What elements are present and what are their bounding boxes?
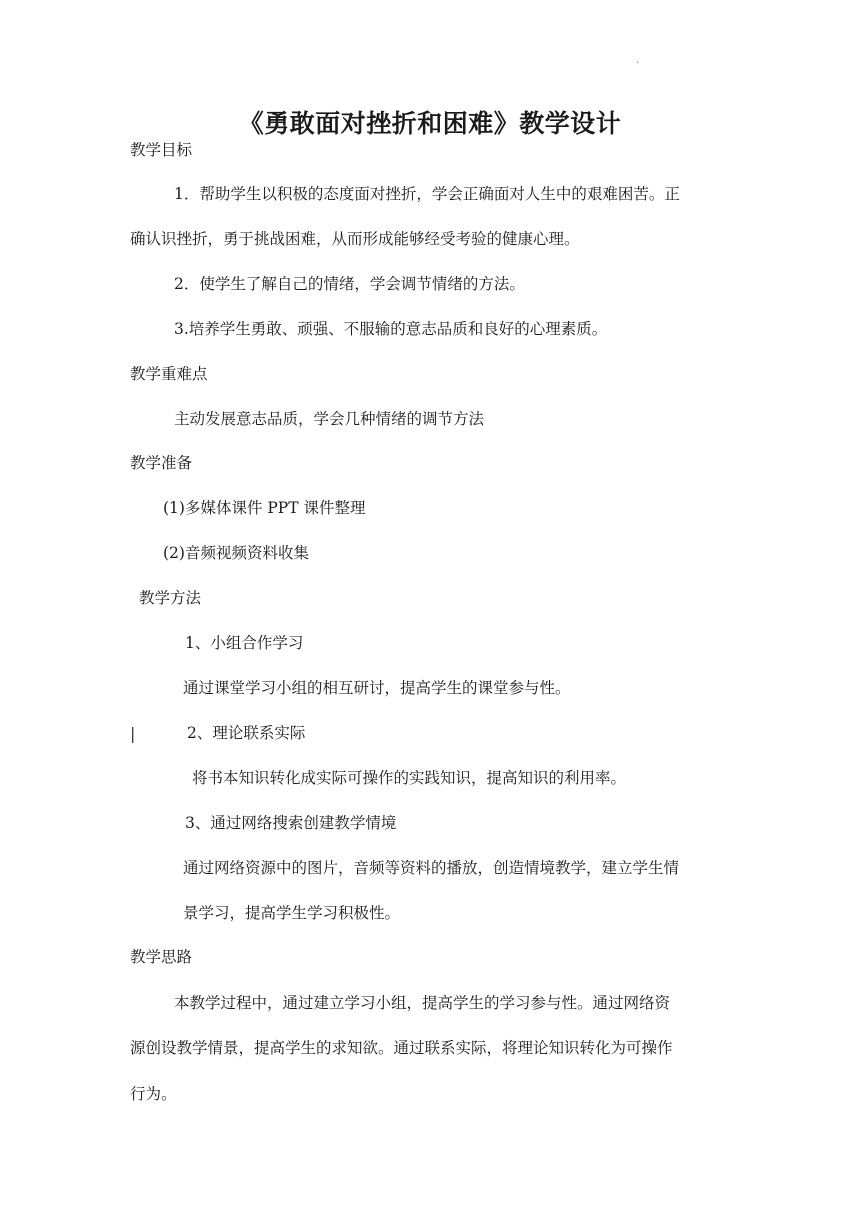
- method-2-title: 2、理论联系实际: [187, 724, 306, 742]
- revision-marker: |: [130, 724, 136, 743]
- document-title: 《勇敢面对挫折和困难》教学设计: [238, 109, 622, 138]
- header-mark: ·: [636, 58, 640, 69]
- method-3-desc-line-1: 通过网络资源中的图片，音频等资料的播放，创造情境教学，建立学生情: [183, 859, 680, 877]
- objective-item-1-line-1: 1．帮助学生以积极的态度面对挫折，学会正确面对人生中的艰难困苦。正: [174, 185, 680, 203]
- section-heading-objectives: 教学目标: [130, 141, 193, 159]
- method-1-desc: 通过课堂学习小组的相互研讨，提高学生的课堂参与性。: [183, 679, 571, 697]
- method-3-desc-line-2: 景学习，提高学生学习积极性。: [183, 904, 401, 922]
- approach-line-3: 行为。: [130, 1085, 177, 1103]
- preparation-item-2: (2)音频视频资料收集: [163, 544, 309, 562]
- method-3-title: 3、通过网络搜索创建教学情境: [185, 814, 397, 832]
- approach-line-2: 源创设教学情景，提高学生的求知欲。通过联系实际，将理论知识转化为可操作: [130, 1039, 673, 1057]
- preparation-item-1: (1)多媒体课件 PPT 课件整理: [163, 499, 366, 517]
- section-heading-key-points: 教学重难点: [130, 365, 208, 383]
- method-2-desc: 将书本知识转化成实际可操作的实践知识，提高知识的利用率。: [192, 769, 627, 787]
- section-heading-approach: 教学思路: [130, 948, 193, 966]
- objective-item-3: 3.培养学生勇敢、顽强、不服输的意志品质和良好的心理素质。: [174, 320, 608, 338]
- key-points-text: 主动发展意志品质，学会几种情绪的调节方法: [174, 410, 485, 428]
- approach-line-1: 本教学过程中，通过建立学习小组，提高学生的学习参与性。通过网络资: [174, 994, 671, 1012]
- objective-item-2: 2．使学生了解自己的情绪，学会调节情绪的方法。: [174, 275, 525, 293]
- method-1-title: 1、小组合作学习: [185, 634, 304, 652]
- objective-item-1-line-2: 确认识挫折，勇于挑战困难，从而形成能够经受考验的健康心理。: [130, 230, 580, 248]
- section-heading-preparation: 教学准备: [130, 454, 193, 472]
- section-heading-methods: 教学方法: [139, 589, 202, 607]
